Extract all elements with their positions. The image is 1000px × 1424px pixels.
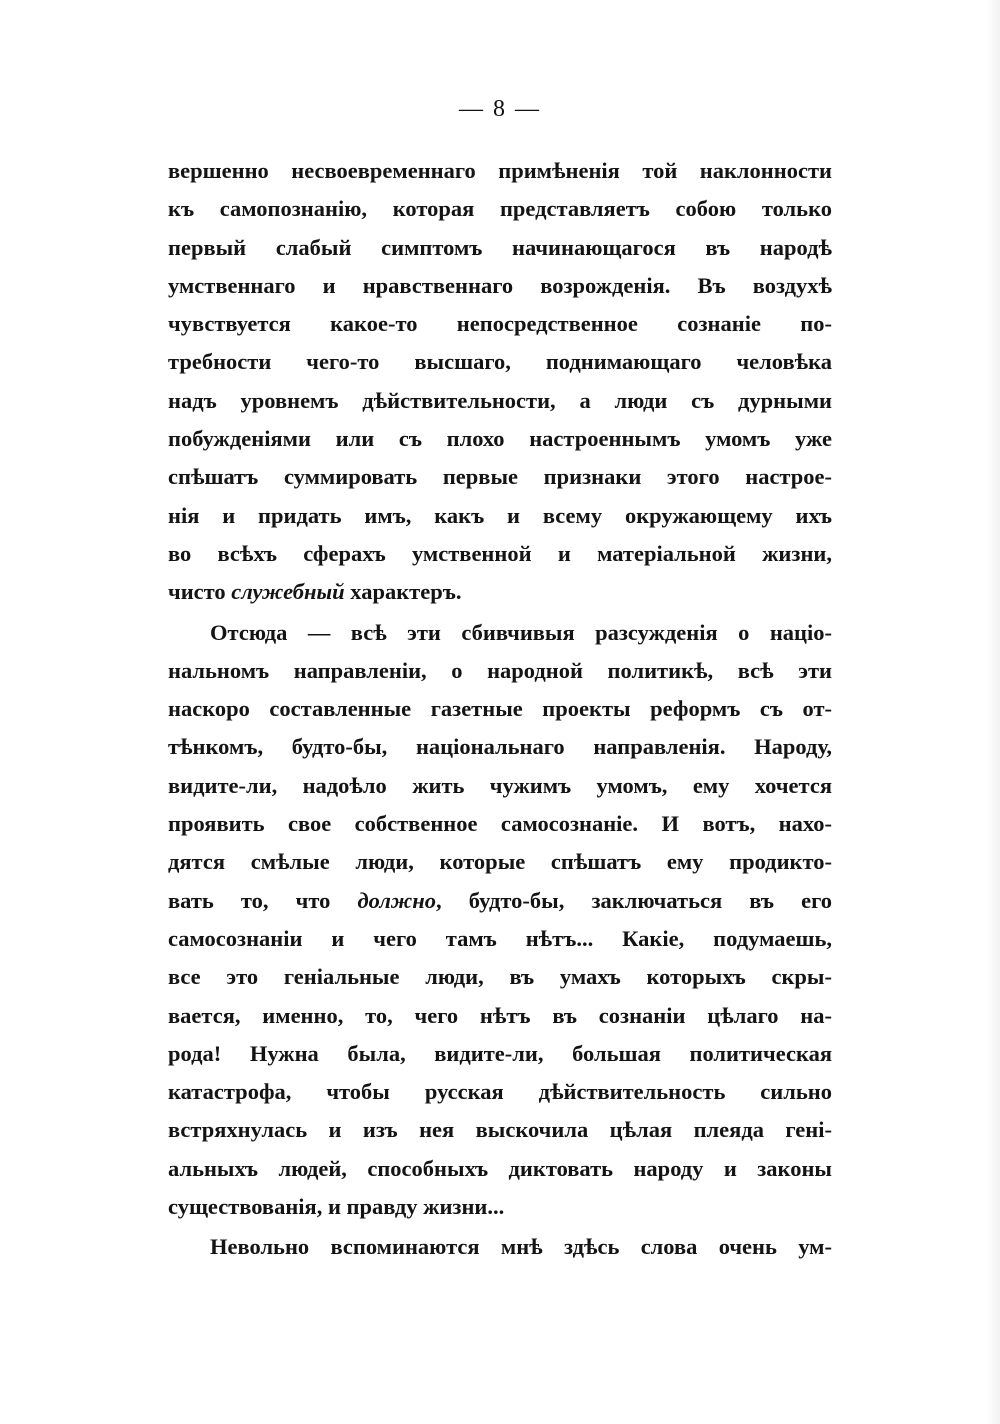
text-line	[168, 343, 832, 381]
text-segment: первый слабый симптомъ начинающагося въ народѣ	[168, 234, 832, 260]
text-line	[168, 805, 832, 843]
paragraph	[168, 152, 832, 612]
text-segment: требности чего-то высшаго, поднимающаго человѣка	[168, 349, 832, 375]
text-line	[168, 1150, 832, 1188]
italic-emphasis: служебный	[231, 579, 345, 605]
text-segment: надъ уровнемъ дѣйствительности, а люди съ дурными	[168, 387, 832, 413]
text-segment: существованія, и правду жизни...	[168, 1194, 505, 1220]
text-line	[168, 1188, 832, 1226]
text-segment: , будто-бы, заключаться въ его	[436, 887, 832, 913]
text-segment: вать то, что	[168, 887, 358, 913]
body-text	[168, 152, 832, 1267]
text-segment: характеръ.	[344, 579, 462, 605]
text-segment: нальномъ направленіи, о народной политикѣ, всѣ эти	[168, 657, 832, 683]
text-segment: катастрофа, чтобы русская дѣйствительность сильно	[168, 1079, 832, 1105]
text-line	[168, 690, 832, 728]
text-segment: самосознаніи и чего тамъ нѣтъ... Какіе, подумаешь,	[168, 925, 832, 951]
page-number: — 8 —	[459, 96, 541, 122]
text-line	[168, 190, 832, 228]
text-line	[168, 767, 832, 805]
text-line	[168, 1228, 832, 1266]
text-segment: Отсюда — всѣ эти сбивчивыя разсужденія о націо-	[210, 619, 832, 645]
text-line	[168, 1073, 832, 1111]
text-line	[168, 152, 832, 190]
text-line	[168, 958, 832, 996]
text-line	[168, 458, 832, 496]
text-segment: Невольно вспоминаются мнѣ здѣсь слова очень ум-	[210, 1234, 832, 1260]
text-segment: видите-ли, надоѣло жить чужимъ умомъ, ему хочется	[168, 772, 832, 798]
text-line	[168, 535, 832, 573]
text-line	[168, 497, 832, 535]
text-line	[168, 728, 832, 766]
text-segment: во всѣхъ сферахъ умственной и матеріальной жизни,	[168, 540, 832, 566]
text-segment: встряхнулась и изъ нея выскочила цѣлая плеяда гені-	[168, 1117, 832, 1143]
text-line	[168, 652, 832, 690]
text-segment: вается, именно, то, чего нѣтъ въ сознаніи цѣлаго на-	[168, 1002, 832, 1028]
text-segment: нія и придать имъ, какъ и всему окружающему ихъ	[168, 502, 832, 528]
text-segment: альныхъ людей, способныхъ диктовать народу и законы	[168, 1155, 832, 1181]
text-segment: чисто	[168, 579, 232, 605]
text-line	[168, 229, 832, 267]
text-segment: тѣнкомъ, будто-бы, національнаго направленія. Народу,	[168, 734, 832, 760]
text-segment: рода! Нужна была, видите-ли, большая политическая	[168, 1040, 832, 1066]
text-line	[168, 614, 832, 652]
italic-emphasis: должно	[357, 887, 437, 913]
text-line	[168, 882, 832, 920]
text-line	[168, 382, 832, 420]
text-line	[168, 305, 832, 343]
text-segment: спѣшатъ суммировать первые признаки этого настрое-	[168, 464, 832, 490]
text-line	[168, 1111, 832, 1149]
text-segment: умственнаго и нравственнаго возрожденія. Въ воздухѣ	[168, 272, 832, 298]
text-segment: побужденіями или съ плохо настроеннымъ умомъ уже	[168, 426, 832, 452]
text-segment: проявить свое собственное самосознаніе. И вотъ, нахо-	[168, 811, 832, 837]
text-line	[168, 267, 832, 305]
paragraph	[168, 1228, 832, 1266]
text-segment: все это геніальные люди, въ умахъ которыхъ скры-	[168, 964, 832, 990]
text-segment: дятся смѣлые люди, которые спѣшатъ ему продикто-	[168, 849, 832, 875]
text-segment: наскоро составленные газетные проекты реформъ съ от-	[168, 696, 832, 722]
text-segment: вершенно несвоевременнаго примѣненія той наклонности	[168, 158, 832, 183]
text-line	[168, 997, 832, 1035]
text-line	[168, 920, 832, 958]
text-line	[168, 420, 832, 458]
text-line	[168, 843, 832, 881]
text-line	[168, 573, 832, 611]
text-segment: чувствуется какое-то непосредственное сознаніе по-	[168, 311, 832, 337]
text-line	[168, 1035, 832, 1073]
scan-edge-shadow	[986, 0, 1000, 1424]
paragraph	[168, 614, 832, 1227]
text-segment: къ самопознанію, которая представляетъ собою только	[168, 196, 832, 222]
